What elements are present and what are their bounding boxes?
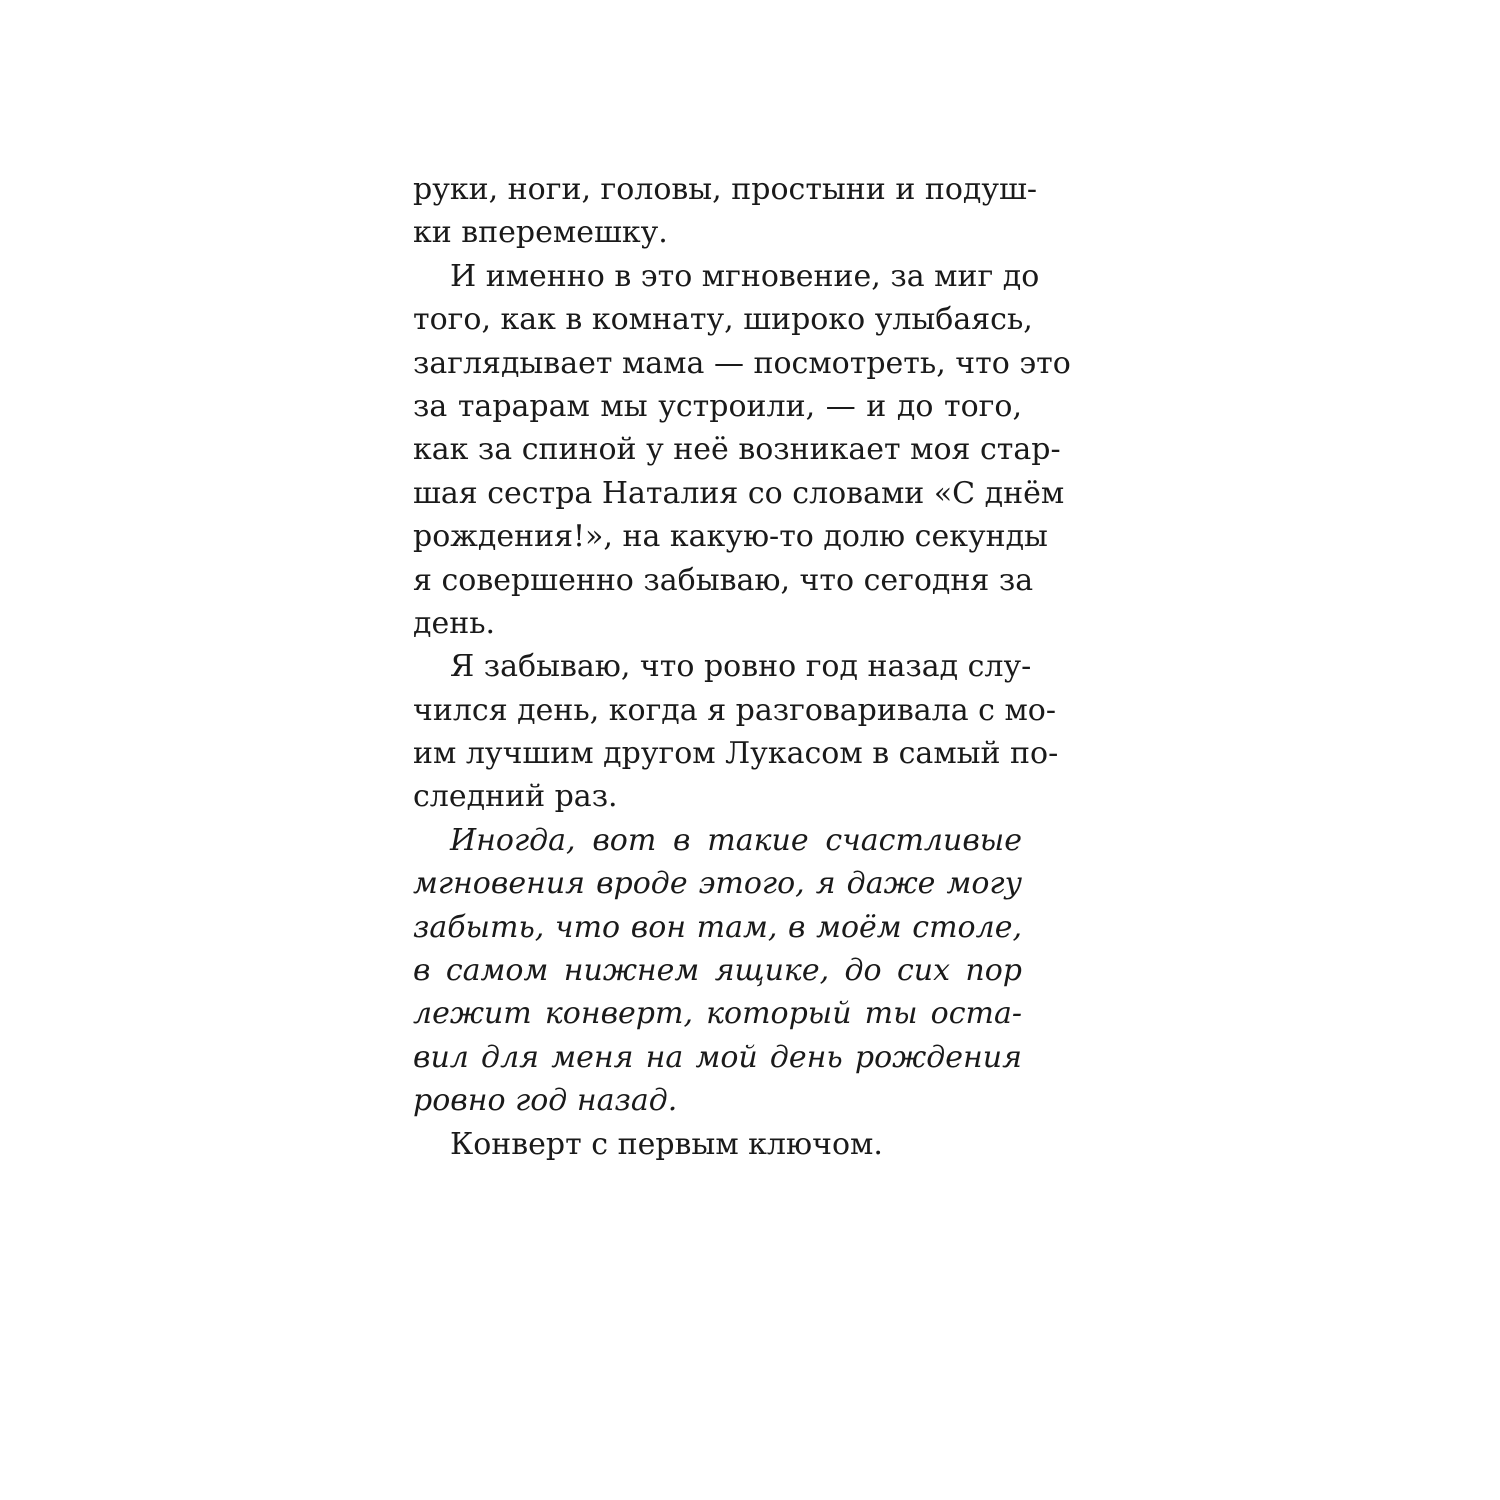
text-line: Я забываю, что ровно год назад слу-	[450, 649, 1032, 685]
text-line: Конверт с первым ключом.	[450, 1126, 883, 1162]
paragraph-3	[413, 645, 1059, 819]
text-line: Иногда, вот в такие счастливые	[450, 822, 1022, 858]
text-line: шая сестра Наталия со словами «С днём	[413, 475, 1065, 511]
text-line: чился день, когда я разговаривала с мо-	[413, 692, 1056, 728]
paragraph-4-italic	[413, 819, 1022, 1123]
text-line: ровно год назад.	[413, 1083, 678, 1119]
text-column	[413, 168, 1071, 1166]
paragraph-2	[413, 255, 1071, 646]
text-line: ки вперемешку.	[413, 215, 668, 251]
text-line: И именно в это мгновение, за миг до	[450, 258, 1040, 294]
text-line: того, как в комнату, широко улыбаясь,	[413, 302, 1033, 338]
text-line: мгновения вроде этого, я даже могу	[413, 866, 1022, 902]
paragraph-5	[413, 1123, 1022, 1166]
text-line: лежит конверт, который ты оста-	[413, 996, 1022, 1032]
text-line: за тарарам мы устроили, — и до того,	[413, 388, 1022, 424]
text-line: день.	[413, 605, 496, 641]
text-line: руки, ноги, головы, простыни и подуш-	[413, 172, 1038, 207]
text-line: в самом нижнем ящике, до сих пор	[413, 953, 1022, 989]
text-line: рождения!», на какую-то долю секунды	[413, 519, 1048, 555]
text-line: следний раз.	[413, 779, 618, 815]
text-line: им лучшим другом Лукасом в самый по-	[413, 736, 1059, 772]
paragraph-1	[413, 168, 1038, 255]
text-line: забыть, что вон там, в моём столе,	[413, 909, 1022, 945]
text-line: заглядывает мама — посмотреть, что это	[413, 345, 1071, 381]
text-line: вил для меня на мой день рождения	[413, 1039, 1022, 1075]
text-line: как за спиной у неё возникает моя стар-	[413, 432, 1061, 468]
text-line: я совершенно забываю, что сегодня за	[413, 562, 1034, 598]
